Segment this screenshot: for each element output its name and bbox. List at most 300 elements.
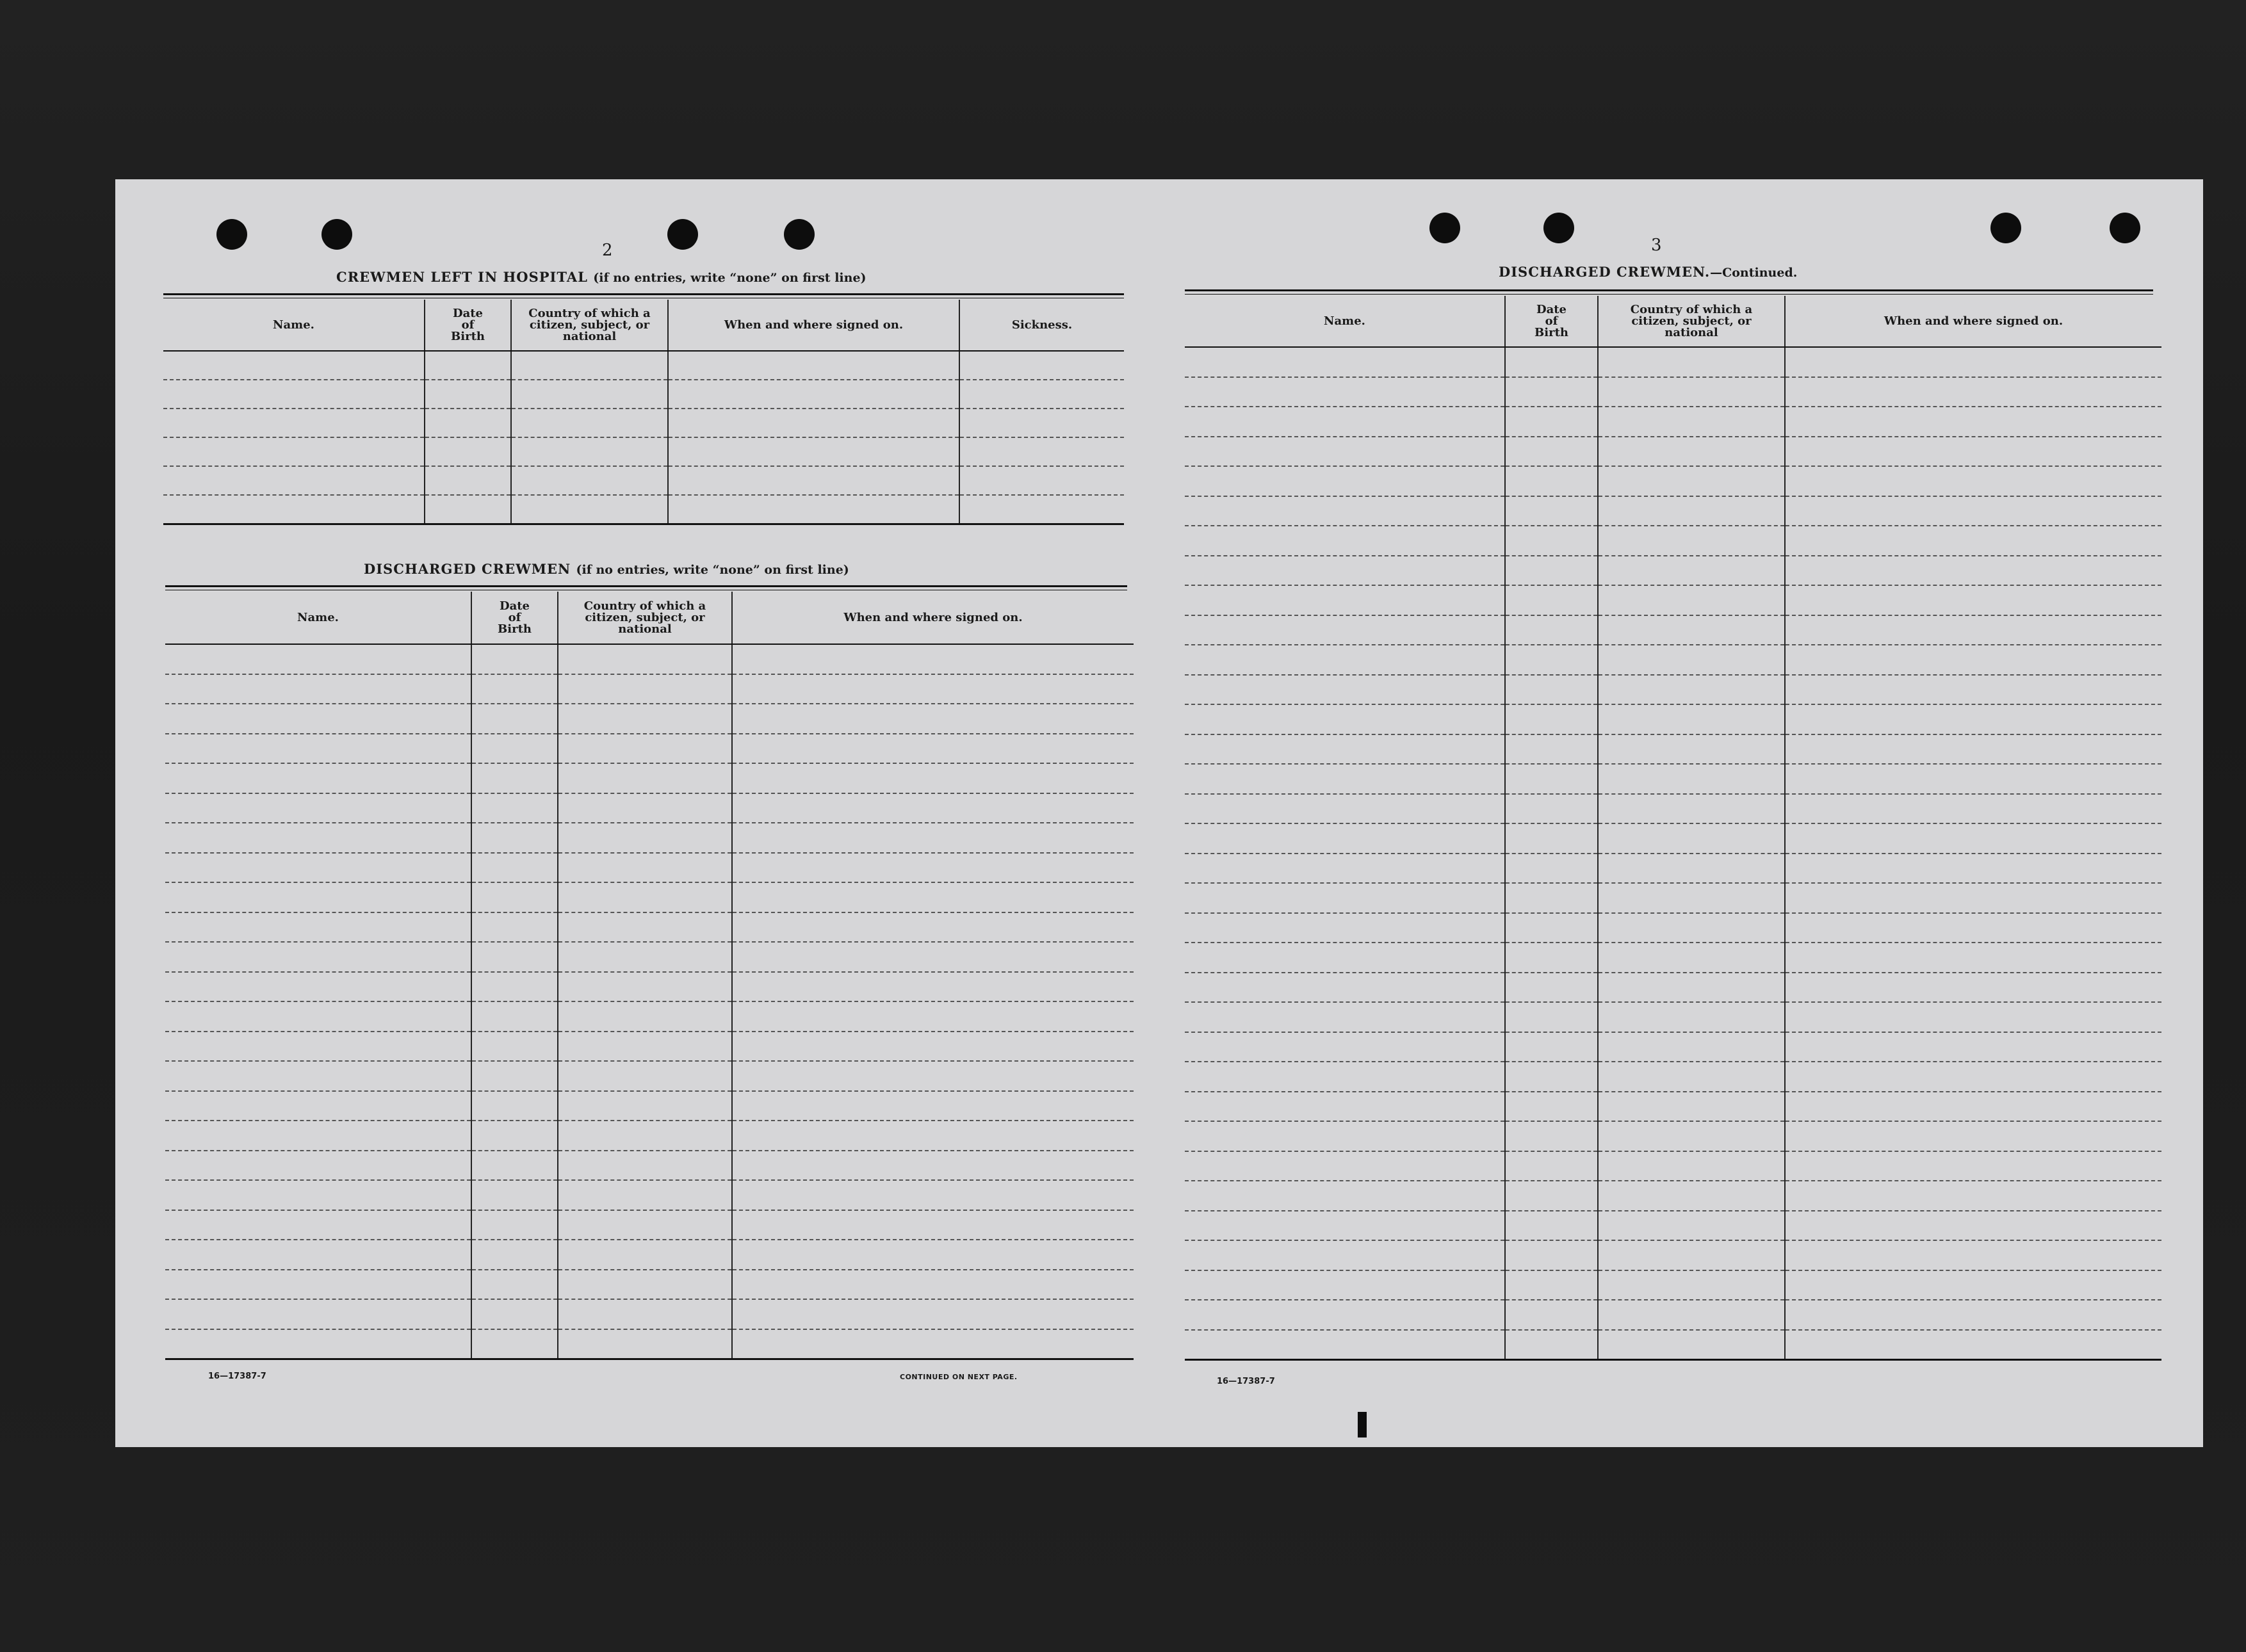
blank-entry-cell[interactable] xyxy=(1785,1211,2161,1241)
blank-entry-cell[interactable] xyxy=(1505,1151,1598,1181)
blank-entry-cell[interactable] xyxy=(1785,466,2161,496)
blank-entry-cell[interactable] xyxy=(1505,556,1598,586)
blank-entry-cell[interactable] xyxy=(165,1001,471,1032)
blank-entry-cell[interactable] xyxy=(163,380,425,409)
blank-entry-cell[interactable] xyxy=(558,644,732,674)
blank-entry-cell[interactable] xyxy=(471,1329,558,1359)
blank-entry-cell[interactable] xyxy=(1505,645,1598,675)
blank-entry-cell[interactable] xyxy=(1598,1181,1785,1211)
blank-entry-cell[interactable] xyxy=(558,674,732,704)
blank-entry-cell[interactable] xyxy=(1598,734,1785,765)
table-row xyxy=(165,793,1134,823)
blank-entry-cell[interactable] xyxy=(165,793,471,823)
blank-entry-cell[interactable] xyxy=(425,351,511,380)
blank-entry-cell[interactable] xyxy=(1505,823,1598,854)
blank-entry-cell[interactable] xyxy=(1785,1092,2161,1122)
blank-entry-cell[interactable] xyxy=(959,495,1124,524)
blank-entry-cell[interactable] xyxy=(1185,854,1505,884)
blank-entry-cell[interactable] xyxy=(165,823,471,853)
blank-entry-cell[interactable] xyxy=(1598,437,1785,467)
blank-entry-cell[interactable] xyxy=(165,1210,471,1240)
blank-entry-cell[interactable] xyxy=(1598,1062,1785,1092)
blank-entry-cell[interactable] xyxy=(732,972,1134,1002)
blank-entry-cell[interactable] xyxy=(732,1180,1134,1210)
blank-entry-cell[interactable] xyxy=(732,823,1134,853)
blank-entry-cell[interactable] xyxy=(1505,704,1598,734)
blank-entry-cell[interactable] xyxy=(1785,1240,2161,1270)
blank-entry-cell[interactable] xyxy=(165,1270,471,1300)
blank-entry-cell[interactable] xyxy=(1505,675,1598,705)
blank-entry-cell[interactable] xyxy=(471,1240,558,1270)
blank-entry-cell[interactable] xyxy=(1185,407,1505,437)
blank-entry-cell[interactable] xyxy=(959,466,1124,495)
blank-entry-cell[interactable] xyxy=(1785,764,2161,794)
header-text: of xyxy=(1545,314,1558,328)
blank-entry-cell[interactable] xyxy=(165,1032,471,1062)
blank-entry-cell[interactable] xyxy=(1598,466,1785,496)
blank-entry-cell[interactable] xyxy=(1505,437,1598,467)
blank-entry-cell[interactable] xyxy=(1185,1151,1505,1181)
blank-entry-cell[interactable] xyxy=(1598,1240,1785,1270)
blank-entry-cell[interactable] xyxy=(1785,556,2161,586)
blank-entry-cell[interactable] xyxy=(1785,883,2161,913)
blank-entry-cell[interactable] xyxy=(1505,1270,1598,1300)
blank-entry-cell[interactable] xyxy=(558,912,732,943)
blank-entry-cell[interactable] xyxy=(165,1151,471,1181)
table-row xyxy=(1185,526,2161,556)
blank-entry-cell[interactable] xyxy=(1598,1002,1785,1032)
header-text: national xyxy=(562,329,617,343)
blank-entry-cell[interactable] xyxy=(1505,1330,1598,1360)
blank-entry-cell[interactable] xyxy=(1785,1330,2161,1360)
blank-entry-cell[interactable] xyxy=(732,942,1134,972)
blank-entry-cell[interactable] xyxy=(732,1061,1134,1091)
blank-entry-cell[interactable] xyxy=(732,674,1134,704)
blank-entry-cell[interactable] xyxy=(732,853,1134,883)
header-text: citizen, subject, or xyxy=(1631,314,1752,328)
blank-entry-cell[interactable] xyxy=(1185,585,1505,615)
blank-entry-cell[interactable] xyxy=(668,409,959,437)
table-row xyxy=(165,763,1134,793)
blank-entry-cell[interactable] xyxy=(471,853,558,883)
blank-entry-cell[interactable] xyxy=(163,495,425,524)
punch-hole xyxy=(1990,213,2021,243)
table-row xyxy=(165,853,1134,883)
blank-entry-cell[interactable] xyxy=(1185,675,1505,705)
blank-entry-cell[interactable] xyxy=(165,674,471,704)
table-row xyxy=(165,942,1134,972)
blank-entry-cell[interactable] xyxy=(1505,854,1598,884)
table-row xyxy=(165,1270,1134,1300)
blank-entry-cell[interactable] xyxy=(1785,973,2161,1003)
blank-entry-cell[interactable] xyxy=(471,1180,558,1210)
blank-entry-cell[interactable] xyxy=(1185,556,1505,586)
blank-entry-cell[interactable] xyxy=(1185,1330,1505,1360)
blank-entry-cell[interactable] xyxy=(165,704,471,734)
blank-entry-cell[interactable] xyxy=(165,972,471,1002)
blank-entry-cell[interactable] xyxy=(1785,1121,2161,1151)
blank-entry-cell[interactable] xyxy=(1185,1270,1505,1300)
blank-entry-cell[interactable] xyxy=(1185,496,1505,526)
blank-entry-cell[interactable] xyxy=(1598,407,1785,437)
blank-entry-cell[interactable] xyxy=(1185,347,1505,377)
blank-entry-cell[interactable] xyxy=(1505,1092,1598,1122)
blank-entry-cell[interactable] xyxy=(511,437,668,466)
blank-entry-cell[interactable] xyxy=(1598,645,1785,675)
blank-entry-cell[interactable] xyxy=(163,351,425,380)
blank-entry-cell[interactable] xyxy=(732,1329,1134,1359)
blank-entry-cell[interactable] xyxy=(1598,1121,1785,1151)
blank-entry-cell[interactable] xyxy=(732,763,1134,793)
blank-entry-cell[interactable] xyxy=(471,1032,558,1062)
blank-entry-cell[interactable] xyxy=(1598,496,1785,526)
blank-entry-cell[interactable] xyxy=(165,1240,471,1270)
blank-entry-cell[interactable] xyxy=(1505,794,1598,824)
blank-entry-cell[interactable] xyxy=(1505,1240,1598,1270)
blank-entry-cell[interactable] xyxy=(471,704,558,734)
blank-entry-cell[interactable] xyxy=(558,793,732,823)
blank-entry-cell[interactable] xyxy=(732,882,1134,912)
table-row xyxy=(1185,1181,2161,1211)
blank-entry-cell[interactable] xyxy=(732,793,1134,823)
blank-entry-cell[interactable] xyxy=(165,763,471,793)
blank-entry-cell[interactable] xyxy=(425,437,511,466)
blank-entry-cell[interactable] xyxy=(1598,823,1785,854)
blank-entry-cell[interactable] xyxy=(1785,496,2161,526)
blank-entry-cell[interactable] xyxy=(732,1001,1134,1032)
blank-entry-cell[interactable] xyxy=(558,1151,732,1181)
blank-entry-cell[interactable] xyxy=(165,734,471,764)
blank-entry-cell[interactable] xyxy=(1785,645,2161,675)
blank-entry-cell[interactable] xyxy=(1598,1330,1785,1360)
blank-entry-cell[interactable] xyxy=(558,972,732,1002)
blank-entry-cell[interactable] xyxy=(471,1151,558,1181)
blank-entry-cell[interactable] xyxy=(471,823,558,853)
blank-entry-cell[interactable] xyxy=(1785,437,2161,467)
blank-entry-cell[interactable] xyxy=(1505,1181,1598,1211)
blank-entry-cell[interactable] xyxy=(425,495,511,524)
blank-entry-cell[interactable] xyxy=(1185,466,1505,496)
blank-entry-cell[interactable] xyxy=(959,437,1124,466)
blank-entry-cell[interactable] xyxy=(165,1061,471,1091)
blank-entry-cell[interactable] xyxy=(558,1240,732,1270)
table-row xyxy=(1185,883,2161,913)
blank-entry-cell[interactable] xyxy=(1185,1300,1505,1330)
blank-entry-cell[interactable] xyxy=(1185,1211,1505,1241)
table-row xyxy=(165,1299,1134,1329)
blank-entry-cell[interactable] xyxy=(1598,675,1785,705)
blank-entry-cell[interactable] xyxy=(732,1240,1134,1270)
blank-entry-cell[interactable] xyxy=(165,1329,471,1359)
blank-entry-cell[interactable] xyxy=(1185,377,1505,407)
blank-entry-cell[interactable] xyxy=(471,972,558,1002)
blank-entry-cell[interactable] xyxy=(732,912,1134,943)
blank-entry-cell[interactable] xyxy=(1185,764,1505,794)
blank-entry-cell[interactable] xyxy=(558,1091,732,1121)
blank-entry-cell[interactable] xyxy=(163,466,425,495)
blank-entry-cell[interactable] xyxy=(668,351,959,380)
table-row xyxy=(163,495,1124,524)
blank-entry-cell[interactable] xyxy=(1505,615,1598,645)
table-row xyxy=(1185,615,2161,645)
blank-entry-cell[interactable] xyxy=(732,1032,1134,1062)
blank-entry-cell[interactable] xyxy=(1785,585,2161,615)
blank-entry-cell[interactable] xyxy=(1505,913,1598,943)
blank-entry-cell[interactable] xyxy=(1505,1002,1598,1032)
blank-entry-cell[interactable] xyxy=(1598,1270,1785,1300)
punch-hole xyxy=(667,219,698,250)
blank-entry-cell[interactable] xyxy=(558,942,732,972)
blank-entry-cell[interactable] xyxy=(1185,1002,1505,1032)
blank-entry-cell[interactable] xyxy=(668,437,959,466)
blank-entry-cell[interactable] xyxy=(1185,1181,1505,1211)
blank-entry-cell[interactable] xyxy=(732,1091,1134,1121)
blank-entry-cell[interactable] xyxy=(558,1061,732,1091)
blank-entry-cell[interactable] xyxy=(1185,973,1505,1003)
blank-entry-cell[interactable] xyxy=(558,1210,732,1240)
blank-entry-cell[interactable] xyxy=(1785,1300,2161,1330)
blank-entry-cell[interactable] xyxy=(165,1299,471,1329)
blank-entry-cell[interactable] xyxy=(1598,1092,1785,1122)
blank-entry-cell[interactable] xyxy=(511,351,668,380)
blank-entry-cell[interactable] xyxy=(471,1210,558,1240)
blank-entry-cell[interactable] xyxy=(1598,973,1785,1003)
blank-entry-cell[interactable] xyxy=(1505,526,1598,556)
blank-entry-cell[interactable] xyxy=(1185,437,1505,467)
blank-entry-cell[interactable] xyxy=(1505,1032,1598,1062)
blank-entry-cell[interactable] xyxy=(558,1329,732,1359)
blank-entry-cell[interactable] xyxy=(1505,1062,1598,1092)
blank-entry-cell[interactable] xyxy=(732,704,1134,734)
blank-entry-cell[interactable] xyxy=(1185,734,1505,765)
blank-entry-cell[interactable] xyxy=(1785,734,2161,765)
blank-entry-cell[interactable] xyxy=(1785,1270,2161,1300)
blank-entry-cell[interactable] xyxy=(668,466,959,495)
header-text: national xyxy=(618,622,672,636)
blank-entry-cell[interactable] xyxy=(558,823,732,853)
blank-entry-cell[interactable] xyxy=(471,1061,558,1091)
header-text: citizen, subject, or xyxy=(529,318,650,332)
table-row xyxy=(165,734,1134,764)
blank-entry-cell[interactable] xyxy=(558,734,732,764)
blank-entry-cell[interactable] xyxy=(1185,883,1505,913)
header-text: Country of which a xyxy=(528,306,651,320)
col-header-name: Name. xyxy=(165,592,471,644)
blank-entry-cell[interactable] xyxy=(1598,1151,1785,1181)
blank-entry-cell[interactable] xyxy=(1505,734,1598,765)
blank-entry-cell[interactable] xyxy=(1185,1032,1505,1062)
table-row xyxy=(165,912,1134,943)
blank-entry-cell[interactable] xyxy=(1505,973,1598,1003)
blank-entry-cell[interactable] xyxy=(1185,1240,1505,1270)
blank-entry-cell[interactable] xyxy=(165,942,471,972)
blank-entry-cell[interactable] xyxy=(471,674,558,704)
blank-entry-cell[interactable] xyxy=(471,912,558,943)
blank-entry-cell[interactable] xyxy=(732,644,1134,674)
table-row xyxy=(1185,1092,2161,1122)
blank-entry-cell[interactable] xyxy=(558,1180,732,1210)
blank-entry-cell[interactable] xyxy=(1598,913,1785,943)
blank-entry-cell[interactable] xyxy=(1505,496,1598,526)
blank-entry-cell[interactable] xyxy=(1785,675,2161,705)
blank-entry-cell[interactable] xyxy=(959,409,1124,437)
table-row xyxy=(163,380,1124,409)
blank-entry-cell[interactable] xyxy=(558,882,732,912)
blank-entry-cell[interactable] xyxy=(1505,1121,1598,1151)
blank-entry-cell[interactable] xyxy=(1785,823,2161,854)
blank-entry-cell[interactable] xyxy=(1785,407,2161,437)
header-text: Date xyxy=(499,599,530,613)
blank-entry-cell[interactable] xyxy=(1505,466,1598,496)
blank-entry-cell[interactable] xyxy=(471,793,558,823)
blank-entry-cell[interactable] xyxy=(1785,1151,2161,1181)
blank-entry-cell[interactable] xyxy=(558,1001,732,1032)
blank-entry-cell[interactable] xyxy=(1505,764,1598,794)
blank-entry-cell[interactable] xyxy=(163,409,425,437)
blank-entry-cell[interactable] xyxy=(165,1180,471,1210)
blank-entry-cell[interactable] xyxy=(1785,347,2161,377)
blank-entry-cell[interactable] xyxy=(471,1001,558,1032)
blank-entry-cell[interactable] xyxy=(1598,377,1785,407)
blank-entry-cell[interactable] xyxy=(1785,1062,2161,1092)
blank-entry-cell[interactable] xyxy=(1785,377,2161,407)
blank-entry-cell[interactable] xyxy=(165,882,471,912)
blank-entry-cell[interactable] xyxy=(1598,347,1785,377)
blank-entry-cell[interactable] xyxy=(1185,526,1505,556)
blank-entry-cell[interactable] xyxy=(165,1121,471,1151)
blank-entry-cell[interactable] xyxy=(959,380,1124,409)
blank-entry-cell[interactable] xyxy=(471,1091,558,1121)
blank-entry-cell[interactable] xyxy=(732,1151,1134,1181)
blank-entry-cell[interactable] xyxy=(732,1270,1134,1300)
blank-entry-cell[interactable] xyxy=(471,942,558,972)
blank-entry-cell[interactable] xyxy=(471,882,558,912)
blank-entry-cell[interactable] xyxy=(1505,1300,1598,1330)
blank-entry-cell[interactable] xyxy=(1185,615,1505,645)
hospital-title-text: CREWMEN LEFT IN HOSPITAL xyxy=(336,269,588,285)
blank-entry-cell[interactable] xyxy=(1785,526,2161,556)
blank-entry-cell[interactable] xyxy=(558,704,732,734)
blank-entry-cell[interactable] xyxy=(471,644,558,674)
blank-entry-cell[interactable] xyxy=(1598,556,1785,586)
blank-entry-cell[interactable] xyxy=(1785,1002,2161,1032)
blank-entry-cell[interactable] xyxy=(1185,794,1505,824)
blank-entry-cell[interactable] xyxy=(1598,585,1785,615)
blank-entry-cell[interactable] xyxy=(471,1270,558,1300)
blank-entry-cell[interactable] xyxy=(732,1210,1134,1240)
blank-entry-cell[interactable] xyxy=(732,1121,1134,1151)
blank-entry-cell[interactable] xyxy=(1598,1211,1785,1241)
blank-entry-cell[interactable] xyxy=(1185,1092,1505,1122)
blank-entry-cell[interactable] xyxy=(668,380,959,409)
blank-entry-cell[interactable] xyxy=(165,912,471,943)
blank-entry-cell[interactable] xyxy=(1185,704,1505,734)
blank-entry-cell[interactable] xyxy=(165,853,471,883)
blank-entry-cell[interactable] xyxy=(959,351,1124,380)
blank-entry-cell[interactable] xyxy=(1185,1121,1505,1151)
table-row xyxy=(165,1061,1134,1091)
blank-entry-cell[interactable] xyxy=(1785,913,2161,943)
blank-entry-cell[interactable] xyxy=(163,437,425,466)
table-row xyxy=(1185,764,2161,794)
col-header-country xyxy=(558,592,732,644)
blank-entry-cell[interactable] xyxy=(1785,854,2161,884)
blank-entry-cell[interactable] xyxy=(1598,704,1785,734)
blank-entry-cell[interactable] xyxy=(511,380,668,409)
blank-entry-cell[interactable] xyxy=(471,734,558,764)
blank-entry-cell[interactable] xyxy=(558,853,732,883)
blank-entry-cell[interactable] xyxy=(1785,794,2161,824)
table-row xyxy=(1185,1032,2161,1062)
blank-entry-cell[interactable] xyxy=(1598,526,1785,556)
blank-entry-cell[interactable] xyxy=(471,1121,558,1151)
form-sheet xyxy=(115,179,2203,1447)
blank-entry-cell[interactable] xyxy=(1598,943,1785,973)
blank-entry-cell[interactable] xyxy=(668,495,959,524)
blank-entry-cell[interactable] xyxy=(425,409,511,437)
table-row xyxy=(1185,913,2161,943)
blank-entry-cell[interactable] xyxy=(1785,615,2161,645)
blank-entry-cell[interactable] xyxy=(1185,1062,1505,1092)
blank-entry-cell[interactable] xyxy=(1598,854,1785,884)
blank-entry-cell[interactable] xyxy=(471,1299,558,1329)
blank-entry-cell[interactable] xyxy=(1505,1211,1598,1241)
blank-entry-cell[interactable] xyxy=(1598,794,1785,824)
blank-entry-cell[interactable] xyxy=(1185,823,1505,854)
blank-entry-cell[interactable] xyxy=(1505,407,1598,437)
blank-entry-cell[interactable] xyxy=(1598,764,1785,794)
form-number: 16—17387-7 xyxy=(1217,1377,1275,1386)
blank-entry-cell[interactable] xyxy=(732,1299,1134,1329)
table-row xyxy=(165,1329,1134,1359)
blank-entry-cell[interactable] xyxy=(425,466,511,495)
blank-entry-cell[interactable] xyxy=(165,644,471,674)
blank-entry-cell[interactable] xyxy=(1505,377,1598,407)
blank-entry-cell[interactable] xyxy=(1598,1032,1785,1062)
blank-entry-cell[interactable] xyxy=(558,1121,732,1151)
blank-entry-cell[interactable] xyxy=(1598,1300,1785,1330)
blank-entry-cell[interactable] xyxy=(1598,615,1785,645)
discharged-instruction: (if no entries, write “none” on first line) xyxy=(576,563,849,577)
blank-entry-cell[interactable] xyxy=(1185,913,1505,943)
blank-entry-cell[interactable] xyxy=(1785,943,2161,973)
blank-entry-cell[interactable] xyxy=(558,1032,732,1062)
table-row xyxy=(1185,943,2161,973)
blank-entry-cell[interactable] xyxy=(1185,943,1505,973)
blank-entry-cell[interactable] xyxy=(558,1270,732,1300)
blank-entry-cell[interactable] xyxy=(1185,645,1505,675)
blank-entry-cell[interactable] xyxy=(558,1299,732,1329)
blank-entry-cell[interactable] xyxy=(511,495,668,524)
blank-entry-cell[interactable] xyxy=(511,466,668,495)
blank-entry-cell[interactable] xyxy=(1505,883,1598,913)
blank-entry-cell[interactable] xyxy=(1505,943,1598,973)
table-row xyxy=(1185,347,2161,377)
table-row xyxy=(1185,704,2161,734)
blank-entry-cell[interactable] xyxy=(471,763,558,793)
blank-entry-cell[interactable] xyxy=(1785,1032,2161,1062)
blank-entry-cell[interactable] xyxy=(425,380,511,409)
blank-entry-cell[interactable] xyxy=(1598,883,1785,913)
blank-entry-cell[interactable] xyxy=(1785,1181,2161,1211)
blank-entry-cell[interactable] xyxy=(1785,704,2161,734)
blank-entry-cell[interactable] xyxy=(732,734,1134,764)
blank-entry-cell[interactable] xyxy=(1505,347,1598,377)
blank-entry-cell[interactable] xyxy=(558,763,732,793)
blank-entry-cell[interactable] xyxy=(511,409,668,437)
blank-entry-cell[interactable] xyxy=(165,1091,471,1121)
blank-entry-cell[interactable] xyxy=(1505,585,1598,615)
